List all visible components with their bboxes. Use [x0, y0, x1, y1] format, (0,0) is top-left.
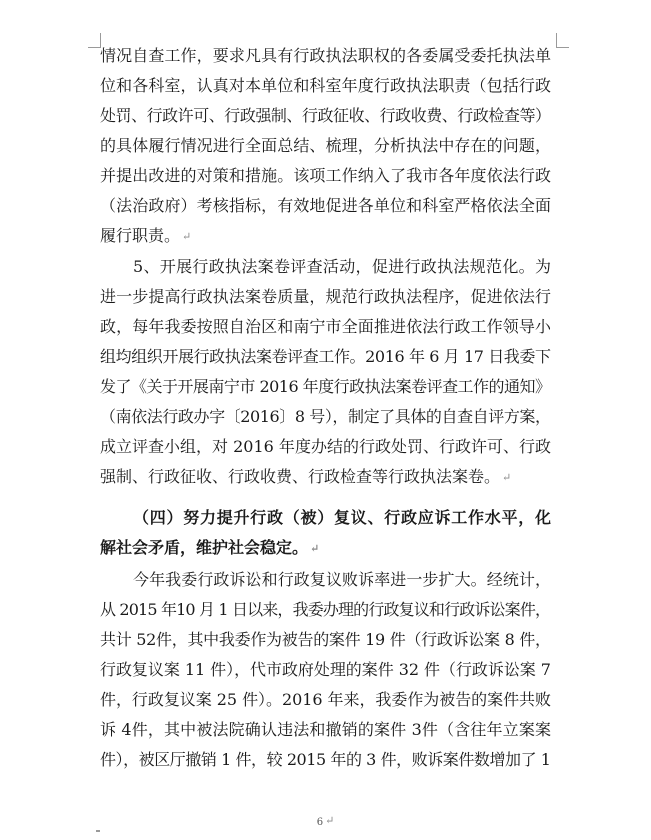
paragraph-mark-icon: ↵: [325, 814, 335, 827]
line-text: 组均组织开展行政执法案卷评查工作。2016 年 6 月 17 日我委下: [100, 347, 551, 366]
paragraph-mark-icon: ↵: [502, 471, 512, 484]
text-line: [100, 432, 551, 462]
text-line: [100, 402, 551, 432]
text-line: [100, 101, 551, 131]
line-text: 发了《关于开展南宁市 2016 年度行政执法案卷评查工作的通知》: [100, 377, 551, 396]
text-line: [100, 161, 551, 191]
line-text: 政，每年我委按照自治区和南宁市全面推进依法行政工作领导小: [100, 317, 552, 336]
text-line: [100, 625, 551, 655]
text-line: [100, 745, 551, 775]
text-line: [100, 131, 551, 161]
line-text: 件），被区厅撤销 1 件，较 2015 年的 3 件，败诉案件数增加了 1: [100, 750, 551, 769]
line-text: 并提出改进的对策和措施。该项工作纳入了我市各年度依法行政: [100, 166, 552, 185]
section-heading-line: [100, 533, 551, 563]
text-line: [100, 71, 551, 101]
page-footer: [0, 814, 651, 828]
line-text: 处罚、行政许可、行政强制、行政征收、行政收费、行政检查等）: [100, 106, 551, 125]
text-line: [100, 715, 551, 745]
line-text: 的具体履行情况进行全面总结、梳理，分析执法中存在的问题，: [100, 136, 552, 155]
line-text: （南依法行政办字〔2016〕8 号），制定了具体的自查自评方案，: [100, 407, 551, 426]
top-right-margin-corner: [556, 33, 569, 48]
text-line: [100, 41, 551, 71]
line-text: （法治政府）考核指标，有效地促进各单位和科室严格依法全面: [100, 196, 552, 215]
page-number: 6: [316, 817, 324, 828]
line-text: 今年我委行政诉讼和行政复议败诉率进一步扩大。经统计，: [133, 570, 552, 589]
text-line: [100, 312, 551, 342]
line-text: 从 2015 年10 月 1 日以来，我委办理的行政复议和行政诉讼案件，: [100, 600, 551, 619]
text-line: [100, 191, 551, 221]
text-line: [100, 595, 551, 625]
line-text: 诉 4件，其中被法院确认违法和撤销的案件 3件（含往年立案案: [100, 720, 552, 739]
text-line: [100, 655, 551, 685]
paragraph-mark-icon: ↵: [182, 230, 192, 243]
line-text: 情况自查工作，要求凡具有行政执法职权的各委属受委托执法单: [100, 46, 552, 65]
text-line: [100, 282, 551, 312]
text-line: [100, 372, 551, 402]
text-line: [100, 462, 551, 492]
text-line: [100, 685, 551, 715]
text-line: [133, 252, 551, 282]
line-text: 位和各科室，认真对本单位和科室年度行政执法职责（包括行政: [100, 76, 552, 95]
paragraph-mark-icon: ↵: [310, 542, 320, 555]
text-line: [100, 342, 551, 372]
line-text: （四）努力提升行政（被）复议、行政应诉工作水平，化: [133, 508, 552, 527]
text-line: [133, 565, 551, 595]
line-text: 成立评查小组，对 2016 年度办结的行政处罚、行政许可、行政: [100, 437, 551, 456]
line-text: 5、开展行政执法案卷评查活动，促进行政执法规范化。为: [133, 257, 552, 276]
section-heading-line: [133, 503, 551, 533]
line-text: 件，行政复议案 25 件）。2016 年来，我委作为被告的案件共败: [100, 690, 551, 709]
line-text: 解社会矛盾，维护社会稳定。: [100, 538, 309, 557]
line-text: 强制、行政征收、行政收费、行政检查等行政执法案卷。: [100, 467, 501, 486]
line-text: 履行职责。: [100, 226, 181, 245]
text-line: [100, 221, 551, 251]
line-text: 共计 52件，其中我委作为被告的案件 19 件（行政诉讼案 8 件，: [100, 630, 551, 649]
line-text: 行政复议案 11 件），代市政府处理的案件 32 件（行政诉讼案 7: [100, 660, 551, 679]
line-text: 进一步提高行政执法案卷质量，规范行政执法程序，促进依法行: [100, 287, 552, 306]
bottom-margin-marker: [96, 830, 100, 832]
